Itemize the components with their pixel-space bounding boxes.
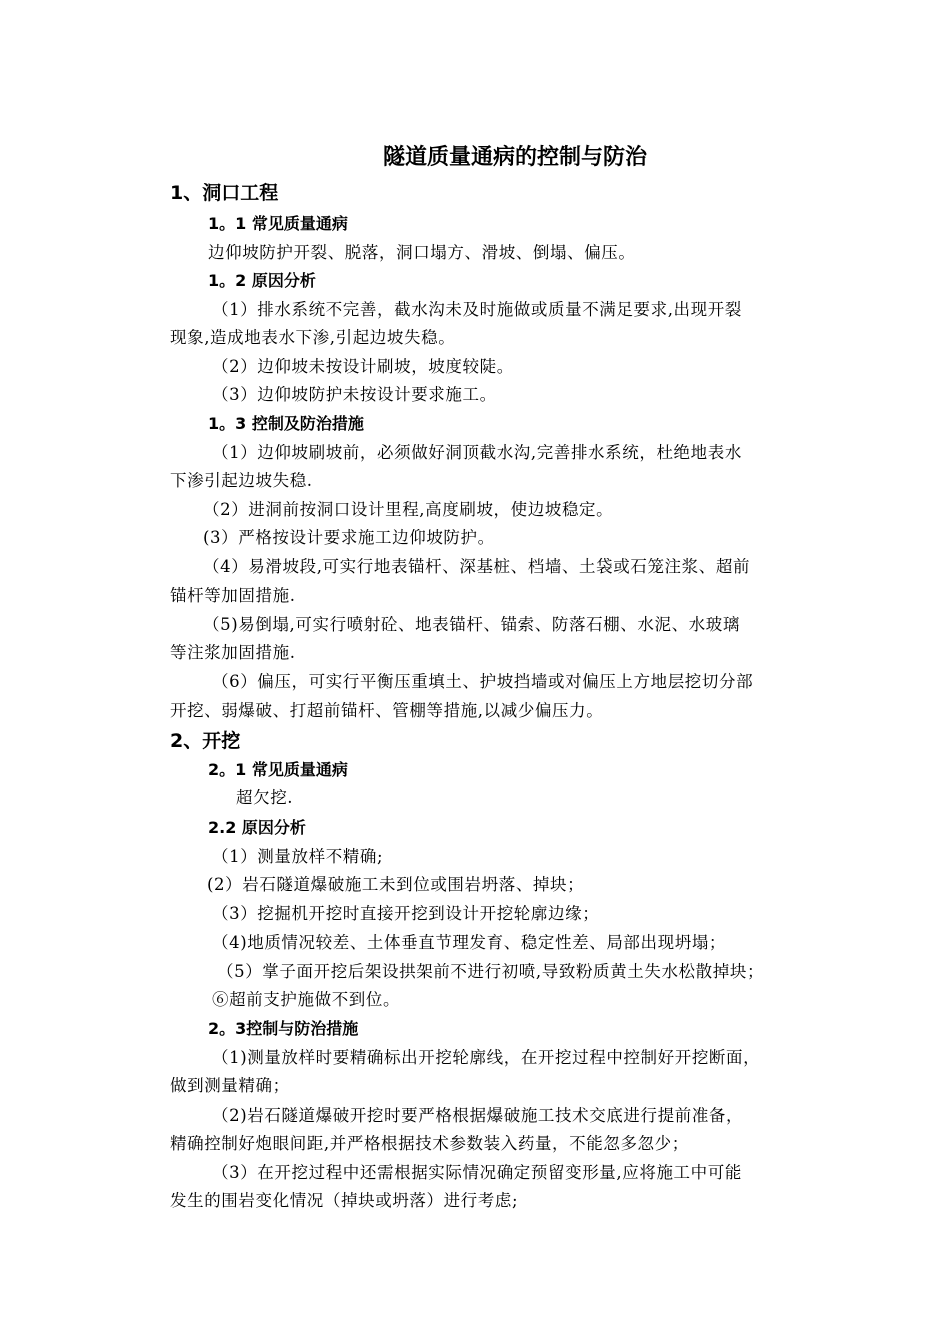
text-line: 超欠挖. bbox=[236, 788, 294, 807]
text-line: （1）边仰坡刷坡前，必须做好洞顶截水沟,完善排水系统，杜绝地表水 bbox=[212, 443, 742, 462]
section-heading-2: 2、开挖 bbox=[170, 730, 241, 752]
text-line: ⑥超前支护施做不到位。 bbox=[212, 990, 401, 1009]
text-line: （5）掌子面开挖后架设拱架前不进行初喷,导致粉质黄土失水松散掉块； bbox=[217, 962, 765, 981]
text-line: （2)岩石隧道爆破开挖时要严格根据爆破施工技术交底进行提前准备， bbox=[212, 1106, 744, 1125]
text-line: （1)测量放样时要精确标出开挖轮廓线，在开挖过程中控制好开挖断面， bbox=[212, 1048, 761, 1067]
subsection-heading-1-2: 1。2 原因分析 bbox=[208, 271, 316, 290]
text-line: （4）易滑坡段,可实行地表锚杆、深基桩、档墙、土袋或石笼注浆、超前 bbox=[203, 557, 751, 576]
text-line: （3）边仰坡防护未按设计要求施工。 bbox=[212, 385, 497, 404]
text-line: （3）挖掘机开挖时直接开挖到设计开挖轮廓边缘； bbox=[212, 904, 600, 923]
document-title: 隧道质量通病的控制与防治 bbox=[382, 145, 647, 170]
text-line: (2）岩石隧道爆破施工未到位或围岩坍落、掉块； bbox=[207, 875, 585, 894]
section-heading-1: 1、洞口工程 bbox=[170, 182, 279, 204]
text-line: 精确控制好炮眼间距,并严格根据技术参数装入药量，不能忽多忽少； bbox=[170, 1134, 689, 1153]
subsection-heading-1-3: 1。3 控制及防治措施 bbox=[208, 414, 364, 433]
text-line: 开挖、弱爆破、打超前锚杆、管棚等措施,以减少偏压力。 bbox=[170, 701, 604, 720]
text-line: 等注浆加固措施. bbox=[170, 643, 296, 662]
text-line: 现象,造成地表水下渗,引起边坡失稳。 bbox=[170, 328, 456, 347]
subsection-heading-2-3: 2。3控制与防治措施 bbox=[208, 1019, 359, 1038]
text-line: （4)地质情况较差、土体垂直节理发育、稳定性差、局部出现坍塌； bbox=[212, 933, 727, 952]
text-line: 发生的围岩变化情况（掉块或坍落）进行考虑; bbox=[170, 1191, 519, 1210]
subsection-heading-1-1: 1。1 常见质量通病 bbox=[208, 214, 348, 233]
text-line: 锚杆等加固措施. bbox=[170, 586, 296, 605]
text-line: 下渗引起边坡失稳. bbox=[170, 471, 313, 490]
text-line: （2）边仰坡未按设计刷坡，坡度较陡。 bbox=[212, 357, 514, 376]
text-line: （3）在开挖过程中还需根据实际情况确定预留变形量,应将施工中可能 bbox=[212, 1163, 742, 1182]
text-line: （1）测量放样不精确; bbox=[212, 847, 384, 866]
text-line: 做到测量精确； bbox=[170, 1076, 290, 1095]
text-line: 边仰坡防护开裂、脱落，洞口塌方、滑坡、倒塌、偏压。 bbox=[208, 243, 636, 262]
text-line: （6）偏压，可实行平衡压重填土、护坡挡墙或对偏压上方地层挖切分部 bbox=[212, 672, 754, 691]
text-line: （1）排水系统不完善，截水沟未及时施做或质量不满足要求,出现开裂 bbox=[212, 300, 742, 319]
text-line: （2）进洞前按洞口设计里程,高度刷坡，使边坡稳定。 bbox=[203, 500, 614, 519]
text-line: （5)易倒塌,可实行喷射砼、地表锚杆、锚索、防落石棚、水泥、水玻璃 bbox=[203, 615, 740, 634]
subsection-heading-2-1: 2。1 常见质量通病 bbox=[208, 760, 348, 779]
text-line: (3）严格按设计要求施工边仰坡防护。 bbox=[203, 528, 495, 547]
subsection-heading-2-2: 2.2 原因分析 bbox=[208, 818, 306, 837]
